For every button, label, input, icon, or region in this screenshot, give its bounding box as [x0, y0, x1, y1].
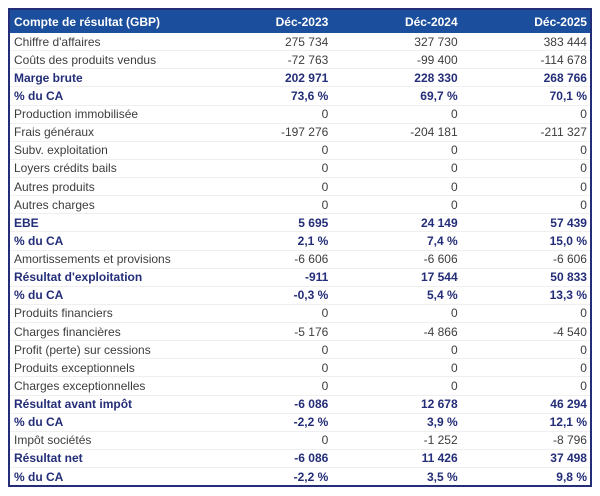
table-row [10, 33, 590, 51]
row-label: Loyers crédits bails [14, 161, 117, 176]
cell-value: 0 [450, 161, 458, 176]
table-header-row [10, 10, 590, 33]
cell-value: 0 [321, 107, 329, 122]
cell-value: 0 [450, 107, 458, 122]
table-row [10, 377, 590, 395]
row-label: Produits financiers [14, 306, 113, 321]
cell-value: 0 [580, 378, 587, 393]
row-label: Chiffre d'affaires [14, 34, 101, 49]
cell-value: 0 [580, 143, 587, 158]
row-label: Produits exceptionnels [14, 360, 135, 375]
cell-value: 275 734 [284, 34, 329, 49]
cell-value: 0 [450, 179, 458, 194]
row-label: Impôt sociétés [14, 433, 92, 448]
cell-value: 7,4 % [426, 233, 458, 248]
table-row [10, 196, 590, 214]
income-statement-table [8, 8, 592, 487]
cell-value: 0 [450, 143, 458, 158]
cell-value: 5 695 [298, 215, 329, 230]
table-row [10, 232, 590, 250]
column-header-dec-2025: Déc-2025 [534, 14, 587, 29]
row-label: Résultat net [14, 451, 83, 466]
cell-value: -197 276 [280, 125, 329, 140]
cell-value: -8 796 [552, 433, 587, 448]
cell-value: 50 833 [550, 270, 587, 285]
cell-value: 24 149 [420, 215, 458, 230]
table-row [10, 287, 590, 305]
cell-value: 70,1 % [549, 88, 587, 103]
column-header-dec-2023: Déc-2023 [275, 14, 329, 29]
cell-value: 0 [321, 360, 329, 375]
cell-value: 0 [580, 161, 587, 176]
cell-value: -6 086 [294, 451, 329, 466]
cell-value: 3,9 % [426, 415, 458, 430]
table-row [10, 359, 590, 377]
cell-value: -204 181 [410, 125, 458, 140]
cell-value: 268 766 [543, 70, 587, 85]
cell-value: 11 426 [421, 451, 458, 466]
row-label: % du CA [14, 88, 64, 103]
table-row [10, 87, 590, 105]
column-header-dec-2024: Déc-2024 [404, 14, 458, 29]
cell-value: 12 678 [420, 397, 458, 412]
cell-value: 383 444 [543, 34, 587, 49]
cell-value: -911 [304, 270, 329, 285]
cell-value: 0 [450, 306, 458, 321]
cell-value: 0 [321, 179, 329, 194]
cell-value: -5 176 [294, 324, 329, 339]
cell-value: 228 330 [414, 70, 458, 85]
cell-value: 5,4 % [426, 288, 458, 303]
row-label: Résultat avant impôt [14, 397, 133, 412]
table-row [10, 450, 590, 468]
cell-value: 57 439 [550, 215, 587, 230]
cell-value: 0 [580, 306, 587, 321]
row-label: Subv. exploitation [14, 143, 108, 158]
cell-value: 73,6 % [290, 88, 329, 103]
cell-value: 327 730 [414, 34, 458, 49]
cell-value: -2,2 % [293, 415, 329, 430]
row-label: Production immobilisée [14, 107, 139, 122]
cell-value: 0 [580, 342, 587, 357]
row-label: % du CA [14, 415, 64, 430]
cell-value: 0 [321, 306, 329, 321]
table-row [10, 323, 590, 341]
table-title: Compte de résultat (GBP) [14, 14, 161, 29]
cell-value: -4 866 [423, 324, 458, 339]
row-label: Résultat d'exploitation [14, 270, 143, 285]
row-label: EBE [14, 215, 39, 230]
table-row [10, 269, 590, 287]
row-label: Profit (perte) sur cessions [14, 342, 151, 357]
cell-value: -99 400 [416, 52, 458, 67]
table-row [10, 432, 590, 450]
cell-value: 12,1 % [549, 415, 587, 430]
cell-value: 0 [321, 197, 329, 212]
cell-value: 0 [321, 161, 329, 176]
cell-value: 2,1 % [297, 233, 329, 248]
table-row [10, 106, 590, 124]
cell-value: 15,0 % [549, 233, 587, 248]
cell-value: -6 606 [423, 252, 458, 267]
row-label: % du CA [14, 469, 64, 484]
row-label: Autres charges [14, 197, 95, 212]
row-label: Charges exceptionnelles [14, 378, 146, 393]
cell-value: 0 [450, 197, 458, 212]
table-row [10, 341, 590, 359]
table-row [10, 142, 590, 160]
cell-value: 0 [580, 179, 587, 194]
cell-value: 0 [321, 378, 329, 393]
cell-value: 0 [580, 360, 587, 375]
cell-value: -72 763 [287, 52, 329, 67]
cell-value: -4 540 [552, 324, 587, 339]
cell-value: -114 678 [540, 52, 587, 67]
table-row [10, 178, 590, 196]
cell-value: -6 086 [294, 397, 329, 412]
table-row [10, 251, 590, 269]
row-label: % du CA [14, 288, 64, 303]
cell-value: 0 [321, 342, 329, 357]
cell-value: 202 971 [284, 70, 329, 85]
row-label: Amortissements et provisions [14, 252, 171, 267]
cell-value: 13,3 % [549, 288, 587, 303]
cell-value: -2,2 % [293, 469, 329, 484]
cell-value: 0 [450, 360, 458, 375]
table-row [10, 414, 590, 432]
row-label: % du CA [14, 233, 64, 248]
row-label: Frais généraux [14, 125, 95, 140]
cell-value: 46 294 [550, 397, 587, 412]
row-label: Marge brute [14, 70, 83, 85]
cell-value: 9,8 % [556, 469, 587, 484]
cell-value: -211 327 [540, 125, 587, 140]
table-row [10, 69, 590, 87]
cell-value: 0 [450, 378, 458, 393]
table-row [10, 51, 590, 69]
table-row [10, 305, 590, 323]
table-row [10, 396, 590, 414]
row-label: Charges financières [14, 324, 121, 339]
table-row [10, 214, 590, 232]
cell-value: 3,5 % [426, 469, 458, 484]
row-label: Autres produits [14, 179, 95, 194]
table-row [10, 160, 590, 178]
cell-value: 0 [580, 197, 587, 212]
cell-value: -1 252 [423, 433, 458, 448]
row-label: Coûts des produits vendus [14, 52, 157, 67]
table-body [10, 33, 590, 485]
cell-value: -0,3 % [293, 288, 329, 303]
cell-value: -6 606 [552, 252, 587, 267]
cell-value: 0 [321, 433, 329, 448]
table-row [10, 468, 590, 485]
cell-value: 0 [450, 342, 458, 357]
cell-value: 17 544 [420, 270, 458, 285]
cell-value: 37 498 [550, 451, 587, 466]
cell-value: 69,7 % [420, 88, 458, 103]
table-row [10, 124, 590, 142]
cell-value: 0 [321, 143, 329, 158]
cell-value: -6 606 [294, 252, 329, 267]
cell-value: 0 [580, 107, 587, 122]
